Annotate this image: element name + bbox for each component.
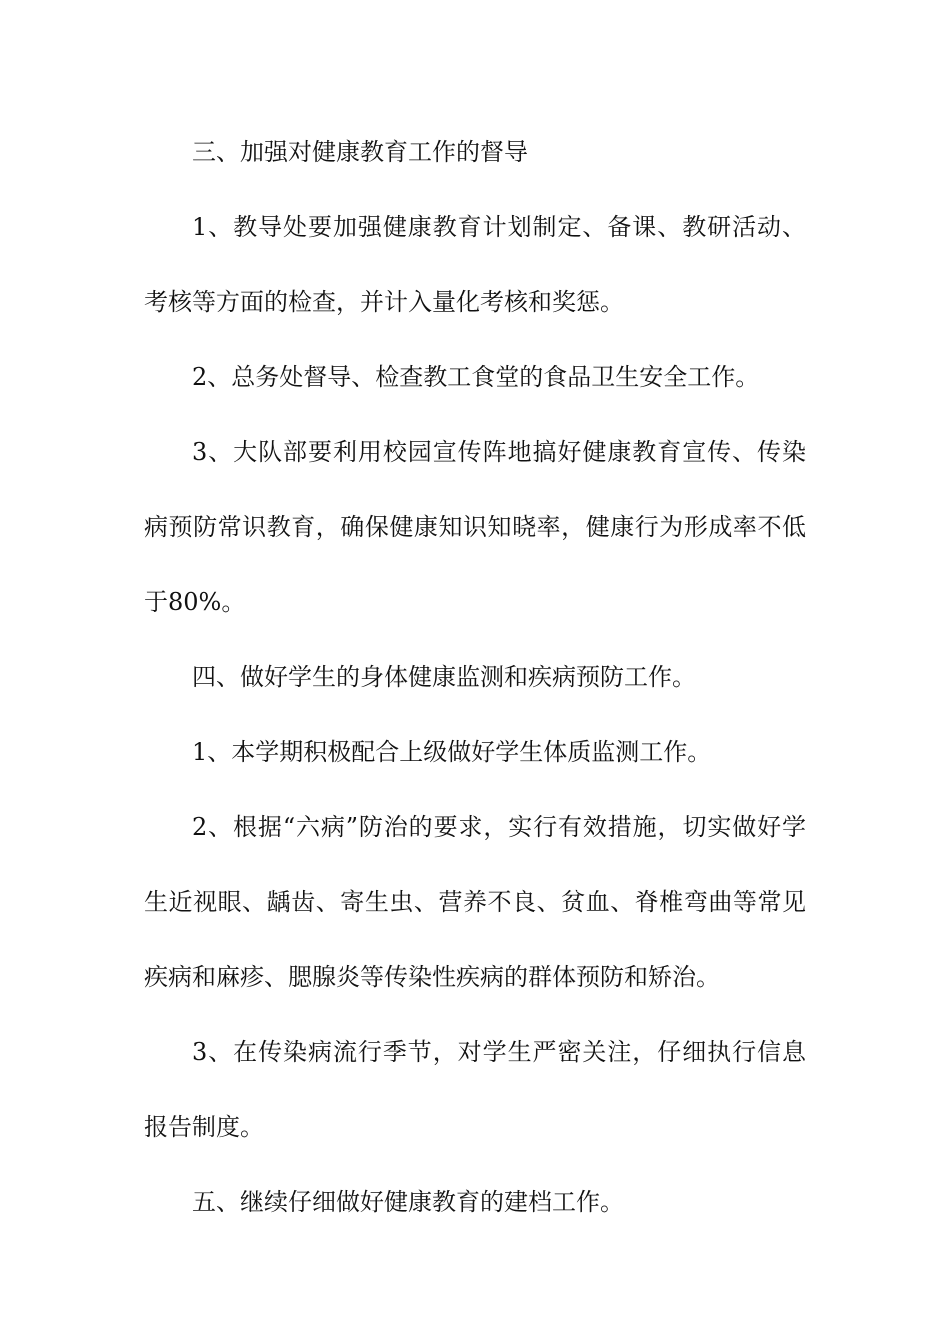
- section-heading-3: 三、加强对健康教育工作的督导: [192, 138, 528, 166]
- paragraph-4-3: 3、在传染病流行季节，对学生严密关注，仔细执行信息报告制度。: [144, 1038, 806, 1141]
- document-body: [144, 115, 806, 1240]
- section-heading-4: 四、做好学生的身体健康监测和疾病预防工作。: [192, 663, 696, 691]
- section-heading-5: 五、继续仔细做好健康教育的建档工作。: [192, 1188, 624, 1216]
- paragraph-3-2: 2、总务处督导、检查教工食堂的食品卫生安全工作。: [192, 363, 760, 391]
- paragraph-3-1: 1、教导处要加强健康教育计划制定、备课、教研活动、考核等方面的检查，并计入量化考核和奖惩。: [144, 213, 806, 316]
- paragraph-4-1: 1、本学期积极配合上级做好学生体质监测工作。: [192, 738, 712, 766]
- paragraph-4-2: 2、根据“六病”防治的要求，实行有效措施，切实做好学生近视眼、龋齿、寄生虫、营养不良、贫血、脊椎弯曲等常见疾病和麻疹、腮腺炎等传染性疾病的群体预防和矫治。: [144, 813, 806, 991]
- paragraph-3-3: 3、大队部要利用校园宣传阵地搞好健康教育宣传、传染病预防常识教育，确保健康知识知晓率，健康行为形成率不低于80%。: [144, 438, 806, 616]
